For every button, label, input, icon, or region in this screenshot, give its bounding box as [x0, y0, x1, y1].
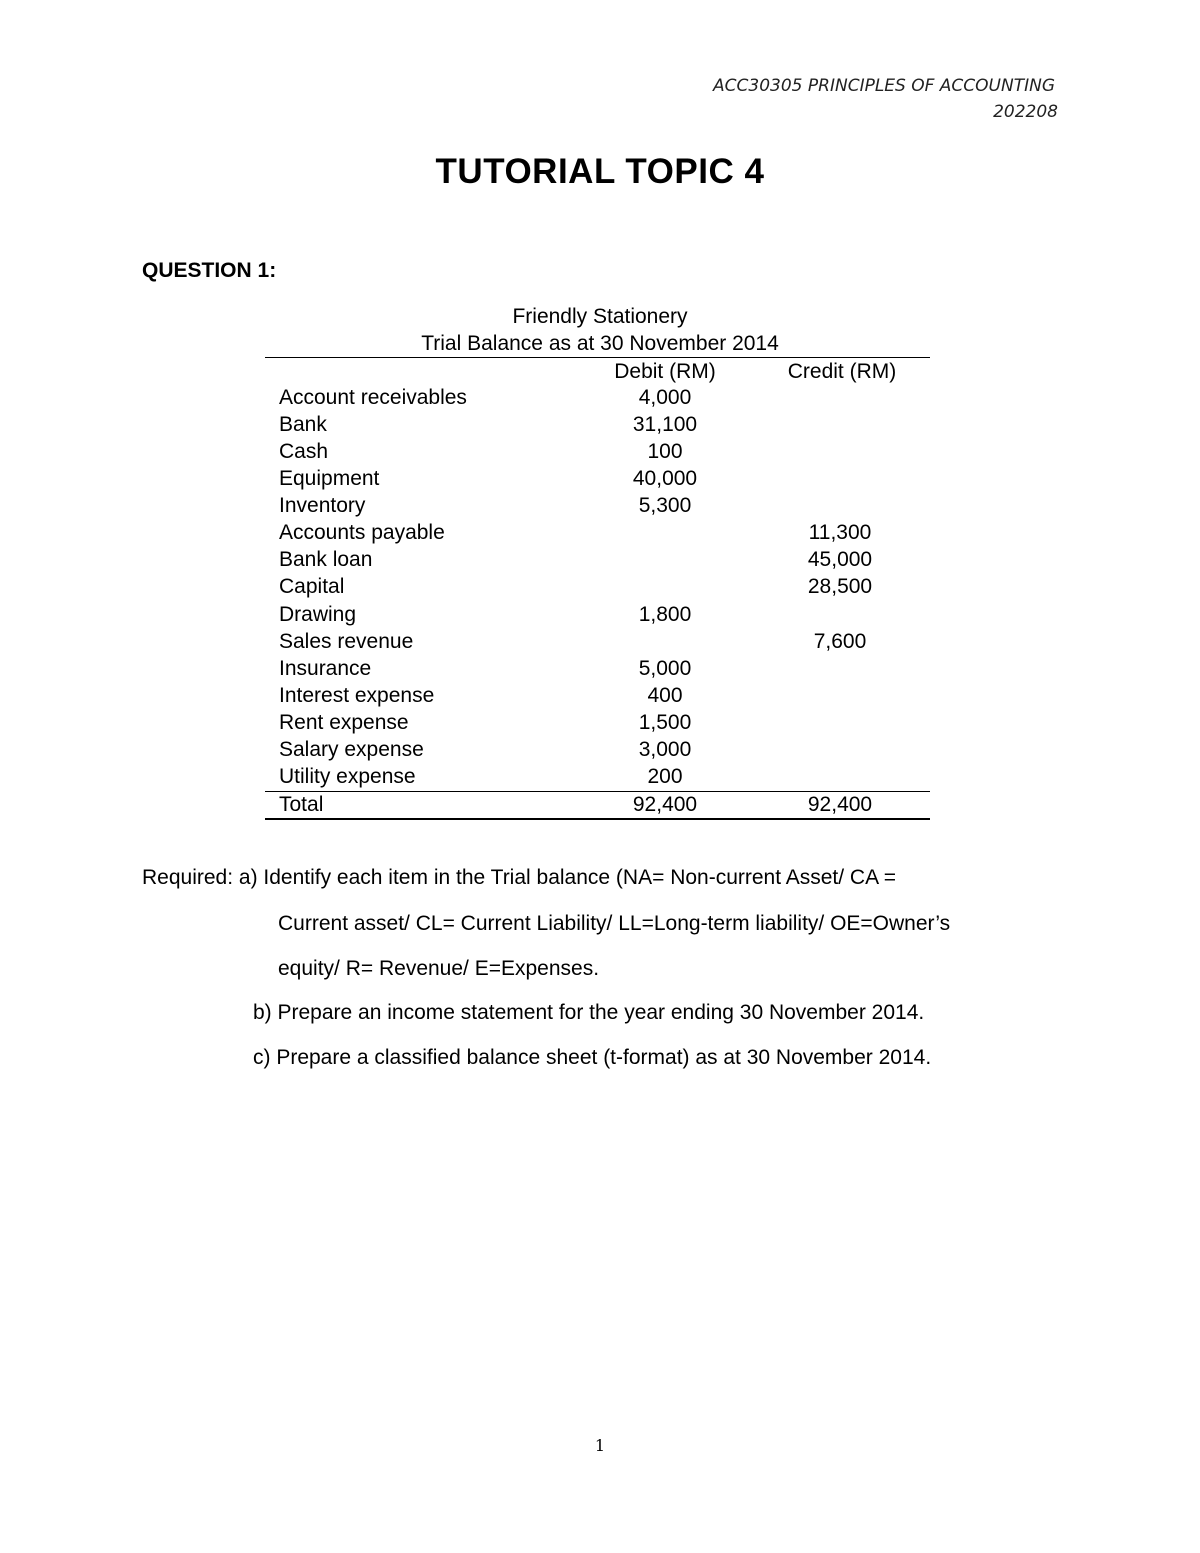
account-name: Cash	[279, 440, 329, 463]
table-row	[265, 736, 930, 763]
table-row	[265, 763, 930, 790]
account-name: Bank	[279, 413, 327, 436]
debit-value: 1,800	[638, 603, 692, 626]
debit-value: 200	[647, 765, 683, 788]
required-c: c) Prepare a classified balance sheet (t-format) as at 30 November 2014.	[253, 1046, 932, 1069]
debit-value: 4,000	[638, 386, 692, 409]
required-a-line-3: equity/ R= Revenue/ E=Expenses.	[278, 957, 600, 980]
course-header: ACC30305 PRINCIPLES OF ACCOUNTING	[713, 76, 1055, 96]
total-label: Total	[279, 793, 324, 816]
table-row	[265, 438, 930, 465]
table-row	[265, 709, 930, 736]
account-name: Utility expense	[279, 765, 416, 788]
table-row	[265, 628, 930, 655]
table-row	[265, 601, 930, 628]
account-name: Salary expense	[279, 738, 424, 761]
account-name: Bank loan	[279, 548, 373, 571]
table-row	[265, 655, 930, 682]
page-number: 1	[594, 1436, 606, 1455]
account-name: Insurance	[279, 657, 372, 680]
total-credit: 92,400	[807, 793, 873, 816]
required-a-line-2: Current asset/ CL= Current Liability/ LL=Long-term liability/ OE=Owner’s	[278, 912, 951, 935]
table-row	[265, 573, 930, 600]
question-label: QUESTION 1:	[142, 259, 277, 282]
table-row	[265, 519, 930, 546]
debit-value: 40,000	[632, 467, 698, 490]
table-row	[265, 465, 930, 492]
table-row	[265, 546, 930, 573]
debit-value: 3,000	[638, 738, 692, 761]
table-row	[265, 492, 930, 519]
credit-value: 28,500	[807, 575, 873, 598]
account-name: Accounts payable	[279, 521, 445, 544]
account-name: Capital	[279, 575, 345, 598]
account-name: Rent expense	[279, 711, 409, 734]
credit-value: 7,600	[813, 630, 867, 653]
required-a-line-1: Required: a) Identify each item in the Trial balance (NA= Non-current Asset/ CA =	[142, 866, 897, 889]
account-name: Sales revenue	[279, 630, 414, 653]
debit-column-header: Debit (RM)	[614, 360, 716, 383]
table-row	[265, 384, 930, 411]
table-header-row	[265, 358, 930, 385]
account-name: Inventory	[279, 494, 366, 517]
debit-value: 31,100	[632, 413, 698, 436]
debit-value: 100	[647, 440, 683, 463]
account-name: Interest expense	[279, 684, 435, 707]
total-bottom-rule	[265, 818, 930, 820]
account-name: Drawing	[279, 603, 357, 626]
table-row	[265, 682, 930, 709]
account-name: Equipment	[279, 467, 380, 490]
debit-value: 1,500	[638, 711, 692, 734]
credit-column-header: Credit (RM)	[787, 360, 897, 383]
credit-value: 11,300	[808, 521, 872, 544]
company-name: Friendly Stationery	[512, 305, 688, 328]
debit-value: 5,000	[638, 657, 692, 680]
trial-balance-title: Trial Balance as at 30 November 2014	[421, 332, 779, 355]
table-row	[265, 411, 930, 438]
page-title: TUTORIAL TOPIC 4	[435, 152, 765, 191]
table-total-row	[265, 791, 930, 818]
debit-value: 400	[647, 684, 683, 707]
account-name: Account receivables	[279, 386, 467, 409]
required-b: b) Prepare an income statement for the year ending 30 November 2014.	[253, 1001, 925, 1024]
credit-value: 45,000	[807, 548, 873, 571]
debit-value: 5,300	[638, 494, 692, 517]
total-debit: 92,400	[632, 793, 698, 816]
term-header: 202208	[993, 102, 1058, 122]
